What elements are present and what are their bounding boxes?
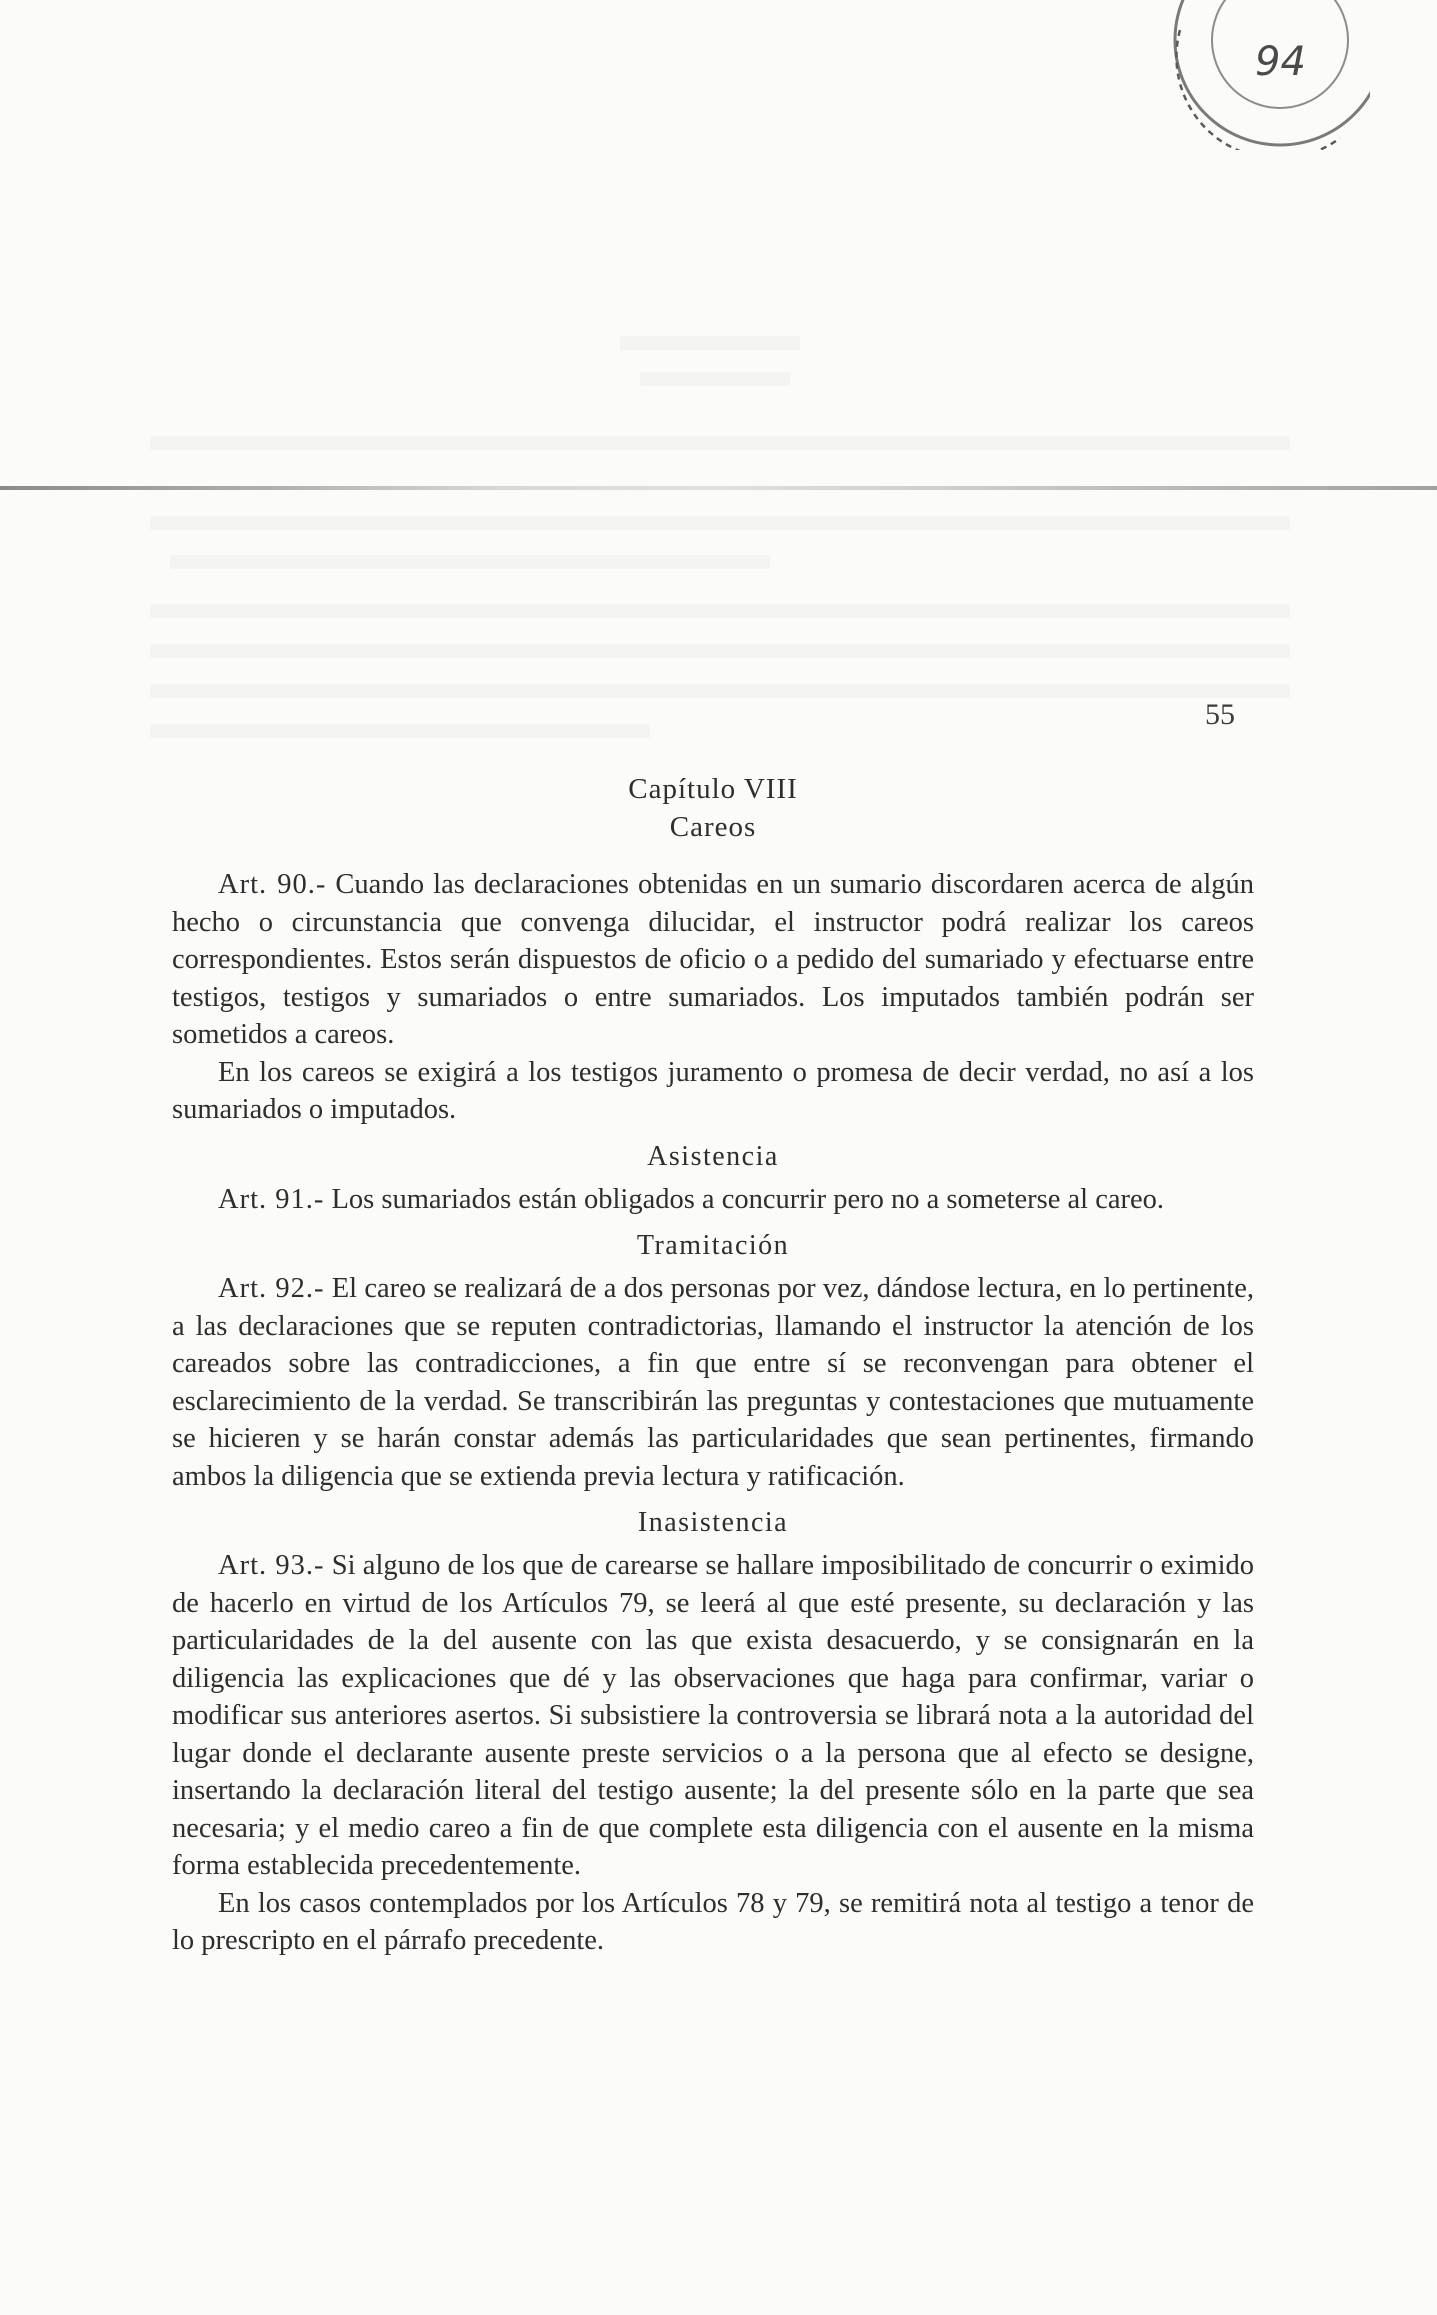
- paragraph-text: Cuando las declaraciones obtenidas en un sumario discordaren acerca de algún hecho o circunstancia que convenga dilucidar, el instructor podrá realizar los careos correspondientes. Estos serán dispuestos de oficio o a pedido del sumariado y efectuarse entre testigos, testigos y sumariados o entre sumariados. Los imputados también podrán ser sometidos a careos.: [172, 869, 1254, 1050]
- article-label: Art. 93.-: [218, 1550, 325, 1581]
- article-paragraph: [172, 1547, 1254, 1885]
- article-paragraph: [172, 1181, 1254, 1219]
- bleed-through-band: [170, 555, 770, 569]
- document-body: [172, 770, 1254, 1960]
- article-paragraph: [172, 1270, 1254, 1495]
- paragraph: [172, 1885, 1254, 1960]
- bleed-through-band: [150, 684, 1290, 698]
- bleed-through-band: [620, 336, 800, 350]
- bleed-through-band: [150, 516, 1290, 530]
- article-paragraph: [172, 866, 1254, 1054]
- section-heading: Asistencia: [647, 1140, 779, 1172]
- bleed-through-band: [640, 372, 790, 386]
- chapter-subtitle: Careos: [669, 811, 757, 843]
- paragraph-text: El careo se realizará de a dos personas por vez, dándose lectura, en lo pertinente, a las declaraciones que se reputen contradictorias, llamando el instructor la atención de los careados sobre las contradicciones, a fin que entre sí se reconvengan para obtener el esclarecimiento de la verdad. Se transcribirán las preguntas y contestaciones que mutuamente se hicieren y se harán constar además las particularidades que sean pertinentes, firmando ambos la diligencia que se extienda previa lectura y ratificación.: [172, 1273, 1254, 1492]
- paragraph-text: En los casos contemplados por los Artículos 78 y 79, se remitirá nota al testigo a tenor de lo prescripto en el párrafo precedente.: [172, 1887, 1254, 1956]
- article-label: Art. 91.-: [218, 1183, 325, 1215]
- paragraph-text: En los careos se exigirá a los testigos juramento o promesa de decir verdad, no así a los sumariados o imputados.: [172, 1056, 1254, 1125]
- paragraph: [172, 1054, 1254, 1129]
- bleed-through-band: [150, 724, 650, 738]
- bleed-through-band: [150, 604, 1290, 618]
- section-heading: Tramitación: [636, 1230, 790, 1261]
- article-label: Art. 90.-: [218, 869, 327, 900]
- section-heading: Inasistencia: [637, 1507, 789, 1538]
- chapter-title: Capítulo VIII: [628, 773, 798, 805]
- paragraph-text: Los sumariados están obligados a concurrir pero no a someterse al careo.: [324, 1183, 1165, 1215]
- scanner-line: [0, 486, 1437, 490]
- seal-stamp: [1140, 0, 1370, 150]
- page-number: 55: [1205, 698, 1235, 731]
- article-label: Art. 92.-: [218, 1273, 325, 1304]
- stamp-handwritten-number: 94: [1255, 39, 1306, 85]
- bleed-through-band: [150, 436, 1290, 450]
- paragraph-text: Si alguno de los que de carearse se hallare imposibilitado de concurrir o eximido de hacerlo en virtud de los Artículos 79, se leerá al que esté presente, su declaración y las particularidades de la del ausente con las que exista desacuerdo, y se consignarán en la diligencia las explicaciones que dé y las observaciones que haga para confirmar, variar o modificar sus anteriores asertos. Si subsistiere la controversia se librará nota a la autoridad del lugar donde el declarante ausente preste servicios o a la persona que al efecto se designe, insertando la declaración literal del testigo ausente; la del presente sólo en la parte que sea necesaria; y el medio careo a fin de que complete esta diligencia con el ausente en la misma forma establecida precedentemente.: [172, 1550, 1254, 1881]
- bleed-through-band: [150, 644, 1290, 658]
